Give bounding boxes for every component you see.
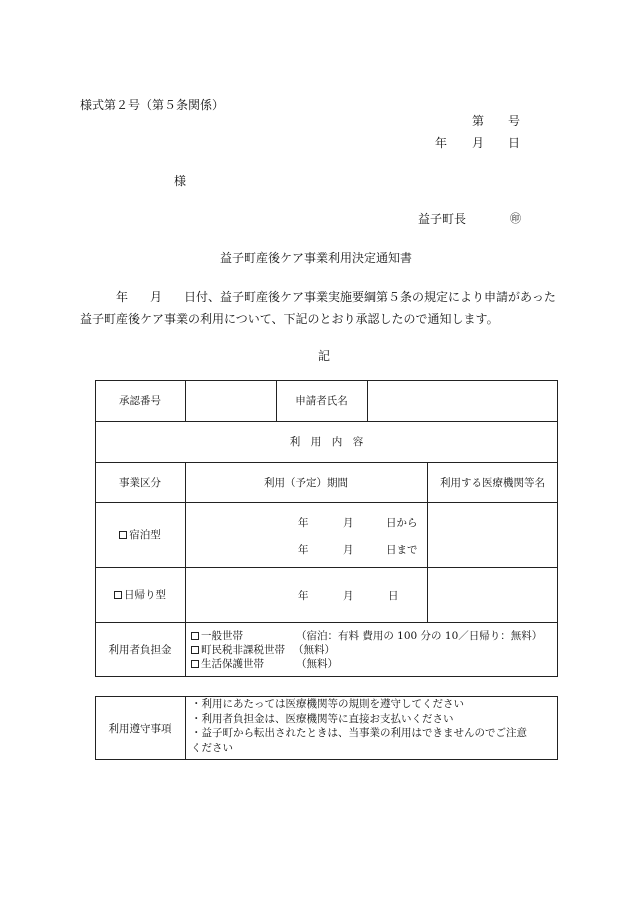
table-rule [367, 380, 368, 421]
burden-exempt-checkbox[interactable] [191, 646, 199, 654]
notes-line: ・利用者負担金は、医療機関等に直接お支払いください [191, 712, 454, 725]
form-number: 様式第２号（第５条関係） [80, 98, 225, 112]
issuer-name: 益子町長 [418, 212, 467, 226]
burden-general-checkbox[interactable] [191, 632, 199, 640]
period-label: 利用（予定）期間 [264, 476, 348, 489]
seal-mark: ㊞ [510, 212, 521, 225]
stay-to-day: 日まで [386, 544, 418, 556]
notes-label: 利用遵守事項 [108, 722, 172, 735]
burden-welfare-label: 生活保護世帯 [201, 658, 264, 670]
stay-to-year: 年 [298, 544, 309, 556]
burden-exempt-label: 町民税非課税世帯 [201, 644, 285, 656]
approval-number-label: 承認番号 [119, 395, 161, 407]
day-month: 月 [343, 590, 354, 602]
day-day: 日 [388, 590, 399, 602]
date-month: 月 [472, 136, 485, 150]
notes-line: ください [191, 741, 233, 754]
burden-option-general[interactable] [191, 628, 243, 643]
burden-exempt-note: （無料） [293, 644, 335, 656]
stay-type-label: 宿泊型 [129, 529, 161, 541]
body-line2-text: 益子町産後ケア事業の利用について、下記のとおり承認したので通知します。 [80, 312, 499, 326]
applicant-name-label: 申請者氏名 [295, 395, 348, 407]
day-type-checkbox[interactable] [114, 591, 122, 599]
notes-line: ・利用にあたっては医療機関等の規則を遵守してください [191, 698, 464, 710]
stay-type-option[interactable] [95, 502, 185, 567]
stay-to-month: 月 [343, 544, 354, 556]
table-rule [185, 380, 186, 421]
category-label: 事業区分 [119, 476, 161, 489]
number-dai: 第 [472, 114, 485, 128]
stay-from-year: 年 [298, 517, 309, 529]
body-line1-text: 日付、益子町産後ケア事業実施要綱第５条の規定により申請があった [184, 290, 556, 304]
burden-welfare-checkbox[interactable] [191, 660, 199, 668]
notes-line: ・益子町から転出されたときは、当事業の利用はできませんのでご注意 [191, 727, 527, 739]
date-day: 日 [508, 136, 521, 150]
facility-label: 利用する医療機関等名 [440, 476, 545, 489]
table-rule [185, 696, 186, 760]
day-type-label: 日帰り型 [124, 589, 166, 601]
stay-type-checkbox[interactable] [119, 531, 127, 539]
burden-option-exempt[interactable] [191, 642, 285, 657]
burden-welfare-note: （無料） [296, 658, 338, 670]
day-year: 年 [298, 590, 309, 602]
burden-option-welfare[interactable] [191, 656, 264, 671]
burden-general-note: （宿泊：有料 費用の 100 分の 10／日帰り：無料） [296, 630, 543, 642]
recipient-suffix: 様 [174, 174, 187, 188]
number-go: 号 [508, 114, 521, 128]
date-year: 年 [435, 136, 448, 150]
stay-from-month: 月 [343, 517, 354, 529]
usage-content-label: 利 用 内 容 [289, 436, 364, 448]
stay-from-day: 日から [386, 517, 418, 529]
burden-label: 利用者負担金 [108, 644, 172, 656]
body-year: 年 [116, 290, 129, 304]
document-title: 益子町産後ケア事業利用決定通知書 [220, 251, 413, 265]
body-month: 月 [150, 290, 163, 304]
notes-list [191, 697, 527, 755]
ki-heading: 記 [318, 349, 331, 363]
burden-general-label: 一般世帯 [201, 630, 243, 642]
day-type-option[interactable] [95, 567, 185, 622]
